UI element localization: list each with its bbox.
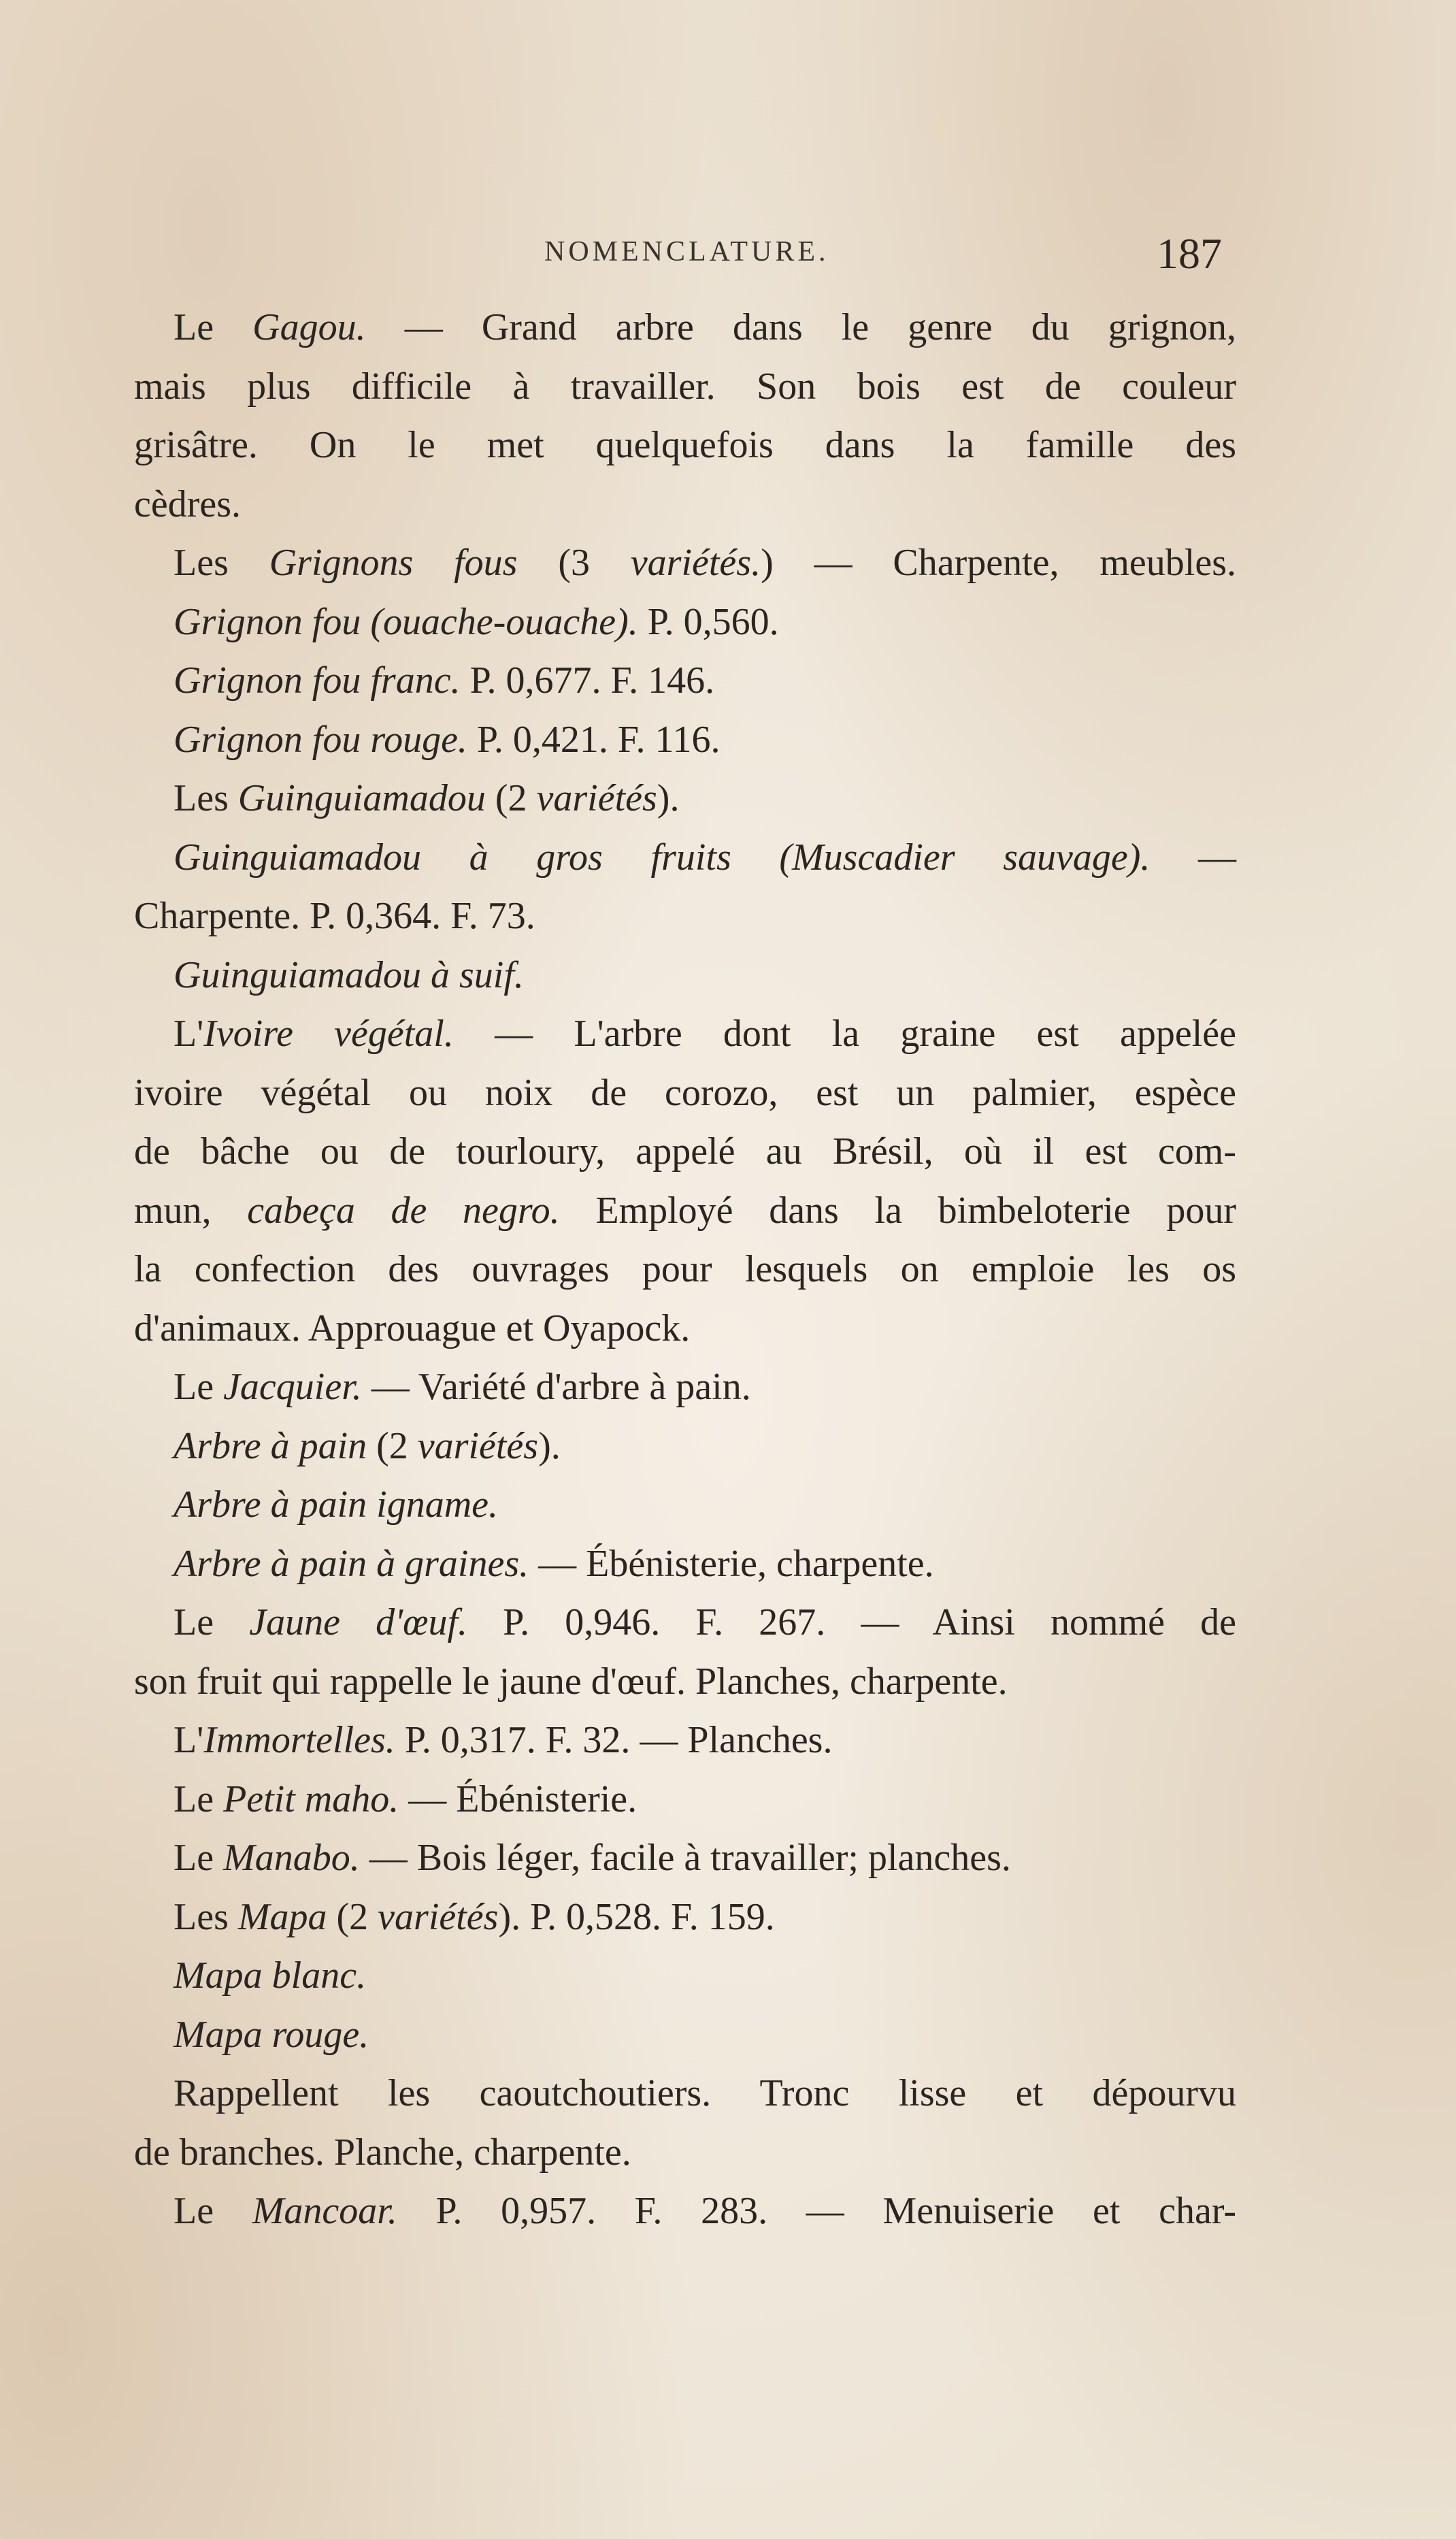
italic-term: variétés. xyxy=(630,542,761,584)
text-segment: P. 0,946. F. 267. — Ainsi nommé de xyxy=(467,1601,1236,1643)
text-segment: grisâtre. On le met quelquefois dans la famille des xyxy=(134,424,1236,466)
running-title: NOMENCLATURE. xyxy=(544,236,829,267)
text-line xyxy=(134,651,1236,710)
text-segment: — Ébénisterie. xyxy=(399,1778,638,1820)
text-segment: (2 xyxy=(485,777,537,819)
italic-term: variétés xyxy=(378,1895,499,1938)
text-line xyxy=(134,1535,1236,1594)
italic-term: Jaune d'œuf. xyxy=(249,1601,467,1643)
text-segment: Charpente. P. 0,364. F. 73. xyxy=(134,895,535,937)
text-line xyxy=(134,357,1236,416)
text-line xyxy=(134,769,1236,828)
text-line xyxy=(134,2005,1236,2065)
italic-term: Manabo. xyxy=(223,1837,360,1879)
text-segment: — Variété d'arbre à pain. xyxy=(361,1366,751,1408)
text-line xyxy=(134,1652,1236,1711)
italic-term: Arbre à pain igname. xyxy=(173,1484,498,1526)
text-line xyxy=(134,887,1236,946)
text-line xyxy=(134,2123,1236,2182)
running-head xyxy=(0,229,1456,278)
text-segment: (3 xyxy=(517,542,631,584)
text-segment: mun, xyxy=(134,1189,248,1232)
italic-term: Mapa xyxy=(237,1895,327,1938)
text-segment: ). xyxy=(538,1424,561,1467)
text-line xyxy=(134,2064,1236,2123)
italic-term: Mapa rouge. xyxy=(173,2013,369,2056)
text-line xyxy=(134,416,1236,475)
text-segment: ). xyxy=(657,777,680,819)
text-segment: Le xyxy=(173,1601,250,1643)
italic-term: Grignon fou franc. xyxy=(173,659,461,702)
text-segment: mais plus difficile à travailler. Son bois est de couleur xyxy=(134,365,1236,408)
italic-term: variétés xyxy=(536,777,657,819)
text-segment: de branches. Planche, charpente. xyxy=(134,2131,631,2174)
text-segment: P. 0,677. F. 146. xyxy=(460,659,715,702)
text-segment: ivoire végétal ou noix de corozo, est un palmier, espèce xyxy=(134,1071,1236,1114)
text-segment: — Grand arbre dans le genre du grignon, xyxy=(365,306,1236,348)
text-segment: — L'arbre dont la graine est appelée xyxy=(453,1013,1236,1055)
text-line xyxy=(134,1417,1236,1476)
text-line xyxy=(134,1888,1236,1947)
italic-term: Ivoire végétal. xyxy=(203,1013,454,1055)
text-segment: — xyxy=(1150,836,1236,879)
text-line xyxy=(134,1064,1236,1123)
italic-term: variétés xyxy=(417,1424,539,1467)
italic-term: Grignon fou (ouache-ouache). xyxy=(173,600,638,643)
text-segment: de bâche ou de tourloury, appelé au Brésil, où il est com- xyxy=(134,1130,1236,1173)
italic-term: Arbre à pain xyxy=(173,1424,367,1467)
text-line xyxy=(134,1770,1236,1829)
text-segment: Les xyxy=(173,777,238,819)
italic-term: Immortelles. xyxy=(203,1719,395,1761)
text-line xyxy=(134,1711,1236,1770)
text-segment: — Ébénisterie, charpente. xyxy=(529,1542,934,1585)
text-segment: Le xyxy=(173,1778,224,1820)
text-segment: L' xyxy=(173,1013,204,1055)
italic-term: cabeça de negro. xyxy=(247,1189,560,1232)
text-segment: Rappellent les caoutchoutiers. Tronc lisse et dépourvu xyxy=(173,2072,1236,2114)
italic-term: Guinguiamadou xyxy=(237,777,486,819)
text-segment: cèdres. xyxy=(134,482,242,525)
text-segment: Employé dans la bimbeloterie pour xyxy=(559,1189,1236,1232)
text-segment: ) — Charpente, meubles. xyxy=(761,542,1236,584)
text-segment: P. 0,317. F. 32. — Planches. xyxy=(395,1719,833,1761)
text-line xyxy=(134,1299,1236,1358)
italic-term: Grignon fou rouge. xyxy=(173,718,467,761)
text-segment: Les xyxy=(173,1895,238,1938)
italic-term: Guinguiamadou à gros fruits (Muscadier sauvage). xyxy=(173,836,1151,879)
italic-term: Arbre à pain à graines. xyxy=(173,1542,529,1585)
text-line xyxy=(134,710,1236,770)
text-segment: Le xyxy=(173,1837,224,1879)
text-segment: ). P. 0,528. F. 159. xyxy=(498,1895,775,1938)
italic-term: Mancoar. xyxy=(252,2190,397,2232)
text-line xyxy=(134,1829,1236,1888)
text-segment: (2 xyxy=(327,1895,378,1938)
italic-term: Guinguiamadou à suif. xyxy=(173,953,524,996)
text-segment: d'animaux. Approuague et Oyapock. xyxy=(134,1307,691,1349)
text-segment: (2 xyxy=(367,1424,418,1467)
text-segment: P. 0,421. F. 116. xyxy=(467,718,721,761)
text-segment: son fruit qui rappelle le jaune d'œuf. Planches, charpente. xyxy=(134,1660,1008,1703)
text-segment: L' xyxy=(173,1719,204,1761)
text-segment: — Bois léger, facile à travailler; planches. xyxy=(359,1837,1011,1879)
italic-term: Grignons fous xyxy=(269,542,518,584)
text-segment: Le xyxy=(173,1366,224,1408)
italic-term: Mapa blanc. xyxy=(173,1954,367,1997)
text-line xyxy=(134,1946,1236,2005)
text-line xyxy=(134,828,1236,887)
text-segment: la confection des ouvrages pour lesquels on emploie les os xyxy=(134,1248,1236,1290)
text-segment: Le xyxy=(173,306,253,348)
text-line xyxy=(134,1122,1236,1181)
text-segment: Les xyxy=(173,542,269,584)
text-segment: P. 0,560. xyxy=(638,600,779,643)
text-line xyxy=(134,534,1236,593)
text-segment: P. 0,957. F. 283. — Menuiserie et char- xyxy=(397,2190,1236,2232)
text-line xyxy=(134,593,1236,652)
text-line xyxy=(134,1240,1236,1299)
italic-term: Petit maho. xyxy=(223,1778,399,1820)
text-line xyxy=(134,1004,1236,1064)
body-text xyxy=(134,298,1236,2241)
text-line xyxy=(134,2182,1236,2241)
italic-term: Jacquier. xyxy=(223,1366,362,1408)
text-segment: Le xyxy=(173,2190,252,2232)
page-number: 187 xyxy=(1157,229,1222,278)
italic-term: Gagou. xyxy=(252,306,366,348)
text-line xyxy=(134,1181,1236,1241)
text-line xyxy=(134,475,1236,534)
text-line xyxy=(134,1475,1236,1535)
text-line xyxy=(134,1593,1236,1652)
text-line xyxy=(134,298,1236,357)
text-line xyxy=(134,1358,1236,1417)
text-line xyxy=(134,946,1236,1005)
